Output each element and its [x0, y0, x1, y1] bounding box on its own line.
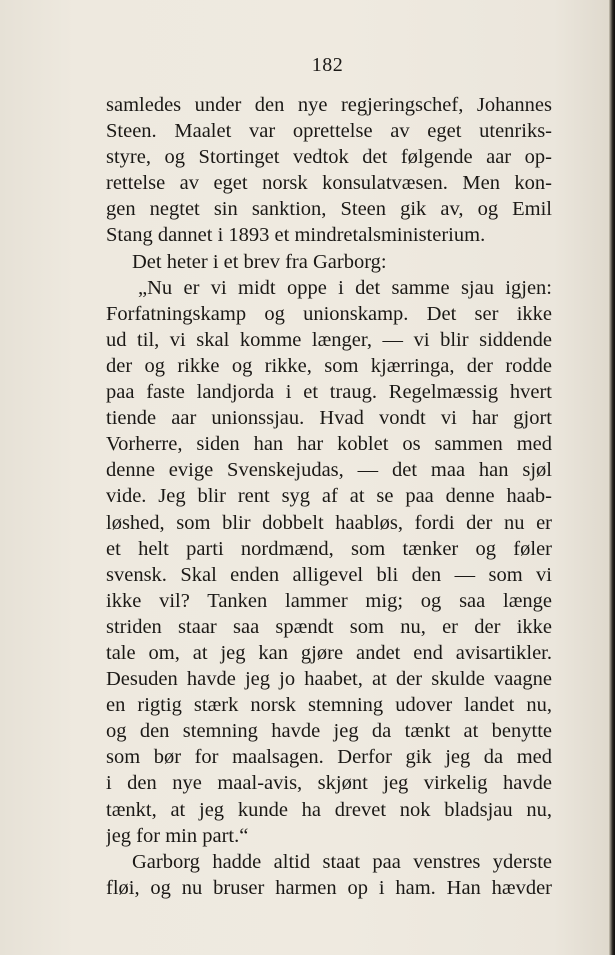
text-line: ikke vil? Tanken lammer mig; og saa længe: [106, 589, 552, 612]
text-line: Forfatningskamp og unionskamp. Det ser ikke: [106, 302, 552, 325]
text-line: denne evige Svenskejudas, — det maa han sjøl: [106, 459, 552, 482]
text-line: jeg for min part.“: [106, 824, 249, 847]
text-line: svensk. Skal enden alligevel bli den — som vi: [106, 563, 552, 586]
text-line: et helt parti nordmænd, som tænker og føler: [106, 537, 552, 560]
text-line: i den nye maal-avis, skjønt jeg virkelig havde: [106, 772, 552, 795]
text-line: og den stemning havde jeg da tænkt at benytte: [106, 720, 552, 743]
text-line: styre, og Stortinget vedtok det følgende aar op-: [106, 146, 552, 169]
text-line: fløi, og nu bruser harmen op i ham. Han hævder: [106, 876, 552, 899]
text-line: tiende aar unionssjau. Hvad vondt vi har gjort: [106, 407, 552, 430]
text-line: tænkt, at jeg kunde ha drevet nok bladsjau nu,: [106, 798, 552, 821]
text-line: Desuden havde jeg jo haabet, at der skulde vaagne: [106, 668, 552, 691]
body-text: [106, 92, 552, 901]
text-line: der og rikke og rikke, som kjærringa, der rodde: [106, 354, 552, 377]
text-line: Stang dannet i 1893 et mindretalsministerium.: [106, 224, 486, 247]
text-line: striden staar saa spændt som nu, er der ikke: [106, 615, 552, 638]
page-number: 182: [311, 54, 344, 76]
text-line: løshed, som blir dobbelt haabløs, fordi der nu er: [106, 511, 552, 534]
text-line: tale om, at jeg kan gjøre andet end avisartikler.: [106, 641, 552, 664]
text-line: Vorherre, siden han har koblet os sammen med: [106, 433, 552, 456]
text-line: gen negtet sin sanktion, Steen gik av, og Emil: [106, 198, 552, 221]
text-line: Garborg hadde altid staat paa venstres yderste: [132, 850, 552, 873]
text-line: en rigtig stærk norsk stemning udover landet nu,: [106, 694, 552, 717]
page-edge-shadow: [609, 0, 615, 955]
text-line: paa faste landjorda i et traug. Regelmæssig hvert: [106, 381, 552, 404]
text-line: samledes under den nye regjeringschef, Johannes: [106, 94, 552, 116]
text-line: ud til, vi skal komme længer, — vi blir siddende: [106, 328, 552, 351]
text-line: Det heter i et brev fra Garborg:: [132, 250, 387, 273]
text-line: rettelse av eget norsk konsulatvæsen. Men kon-: [106, 172, 552, 195]
text-line: „Nu er vi midt oppe i det samme sjau igjen:: [138, 276, 552, 299]
text-line: vide. Jeg blir rent syg af at se paa denne haab-: [106, 485, 552, 508]
text-line: som bør for maalsagen. Derfor gik jeg da med: [106, 746, 552, 769]
text-line: Steen. Maalet var oprettelse av eget utenriks-: [106, 120, 552, 143]
